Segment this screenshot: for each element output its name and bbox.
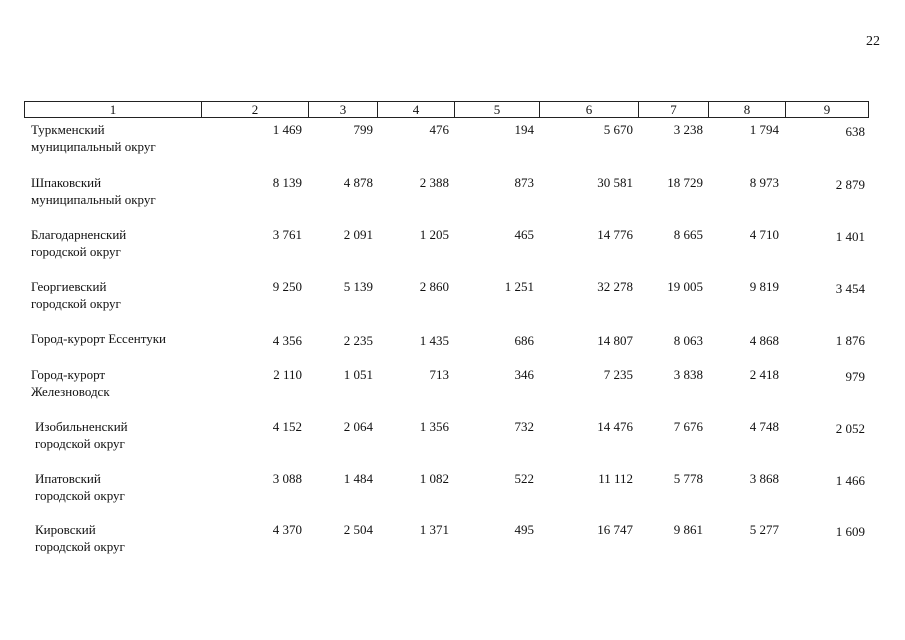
table-cell: 5 670 [603,122,633,137]
table-cell: 19 005 [667,279,703,294]
table-row [0,121,905,161]
row-label-line: Ипатовский [35,471,101,486]
table-cell: 194 [514,122,534,137]
table-cell: 2 235 [343,333,373,348]
table-cell: 14 807 [597,333,633,348]
table-cell: 1 609 [835,524,865,539]
table-cell: 873 [514,175,534,190]
column-header-9: 9 [785,102,868,117]
row-label-line: Город-курорт [31,367,106,382]
table-cell: 14 776 [597,227,633,242]
table-cell: 2 052 [835,421,865,436]
table-row [0,521,905,561]
table-row [0,470,905,510]
table-row [0,174,905,214]
table-cell: 1 051 [343,367,373,382]
table-cell: 4 868 [749,333,779,348]
table-row [0,366,905,406]
table-cell: 4 356 [272,333,302,348]
table-cell: 979 [845,369,865,384]
row-label-line: Кировский [35,522,96,537]
table-cell: 4 152 [272,419,302,434]
table-cell: 18 729 [667,175,703,190]
table-cell: 4 370 [272,522,302,537]
table-cell: 2 860 [419,279,449,294]
table-cell: 5 139 [343,279,373,294]
table-cell: 5 778 [673,471,703,486]
table-cell: 799 [353,122,373,137]
row-label-line: муниципальный округ [31,139,156,154]
table-cell: 2 388 [419,175,449,190]
table-cell: 1 794 [749,122,779,137]
table-cell: 1 469 [272,122,302,137]
table-cell: 5 277 [749,522,779,537]
table-cell: 9 250 [272,279,302,294]
row-label-line: городской округ [35,436,125,451]
table-cell: 1 401 [835,229,865,244]
table-cell: 9 861 [673,522,703,537]
table-cell: 3 454 [835,281,865,296]
table-cell: 3 088 [272,471,302,486]
table-cell: 4 878 [343,175,373,190]
table-cell: 8 139 [272,175,302,190]
table-cell: 732 [514,419,534,434]
table-cell: 3 761 [272,227,302,242]
row-label-line: муниципальный округ [31,192,156,207]
table-cell: 14 476 [597,419,633,434]
row-label [31,174,251,208]
table-cell: 1 435 [419,333,449,348]
table-cell: 8 973 [749,175,779,190]
table-cell: 1 251 [504,279,534,294]
table-header [24,101,869,118]
table-cell: 713 [429,367,449,382]
table-cell: 476 [429,122,449,137]
table-cell: 4 710 [749,227,779,242]
table-cell: 32 278 [597,279,633,294]
table-cell: 7 235 [603,367,633,382]
table-cell: 2 091 [343,227,373,242]
row-label-line: Железноводск [31,384,110,399]
column-header-7: 7 [638,102,708,117]
row-label-line: городской округ [35,539,125,554]
table-cell: 686 [514,333,534,348]
table-cell: 2 879 [835,177,865,192]
column-header-1: 1 [109,102,117,117]
row-label [31,226,251,260]
table-cell: 16 747 [597,522,633,537]
row-label-line: городской округ [31,244,121,259]
row-label-line: Город-курорт Ессентуки [31,331,166,346]
row-label [31,121,251,155]
table-row [0,330,905,370]
row-label [31,366,251,400]
table-cell: 638 [845,124,865,139]
column-header-2: 2 [201,102,308,117]
row-label-line: Шпаковский [31,175,102,190]
row-label-line: городской округ [35,488,125,503]
table-cell: 8 665 [673,227,703,242]
table-cell: 8 063 [673,333,703,348]
table-row [0,278,905,318]
table-cell: 1 876 [835,333,865,348]
table-cell: 4 748 [749,419,779,434]
table-row [0,226,905,266]
table-row [0,418,905,458]
table-cell: 3 868 [749,471,779,486]
table-cell: 7 676 [673,419,703,434]
table-cell: 30 581 [597,175,633,190]
column-header-4: 4 [377,102,454,117]
table-cell: 465 [514,227,534,242]
row-label [31,278,251,312]
table-cell: 522 [514,471,534,486]
column-header-6: 6 [539,102,638,117]
column-header-5: 5 [454,102,539,117]
page-number: 22 [866,34,880,49]
row-label-line: Георгиевский [31,279,107,294]
table-cell: 9 819 [749,279,779,294]
row-label-line: Изобильненский [35,419,128,434]
table-cell: 1 484 [343,471,373,486]
table-cell: 1 371 [419,522,449,537]
table-cell: 1 466 [835,473,865,488]
table-cell: 2 504 [343,522,373,537]
column-header-3: 3 [308,102,377,117]
column-header-8: 8 [708,102,785,117]
table-cell: 495 [514,522,534,537]
table-cell: 11 112 [598,471,633,486]
table-cell: 1 082 [419,471,449,486]
table-cell: 3 238 [673,122,703,137]
table-cell: 1 356 [419,419,449,434]
row-label-line: Туркменский [31,122,105,137]
table-cell: 2 110 [273,367,302,382]
table-cell: 3 838 [673,367,703,382]
table-cell: 1 205 [419,227,449,242]
table-cell: 2 064 [343,419,373,434]
table-cell: 2 418 [749,367,779,382]
table-cell: 346 [514,367,534,382]
row-label-line: Благодарненский [31,227,127,242]
row-label [31,330,251,347]
row-label-line: городской округ [31,296,121,311]
